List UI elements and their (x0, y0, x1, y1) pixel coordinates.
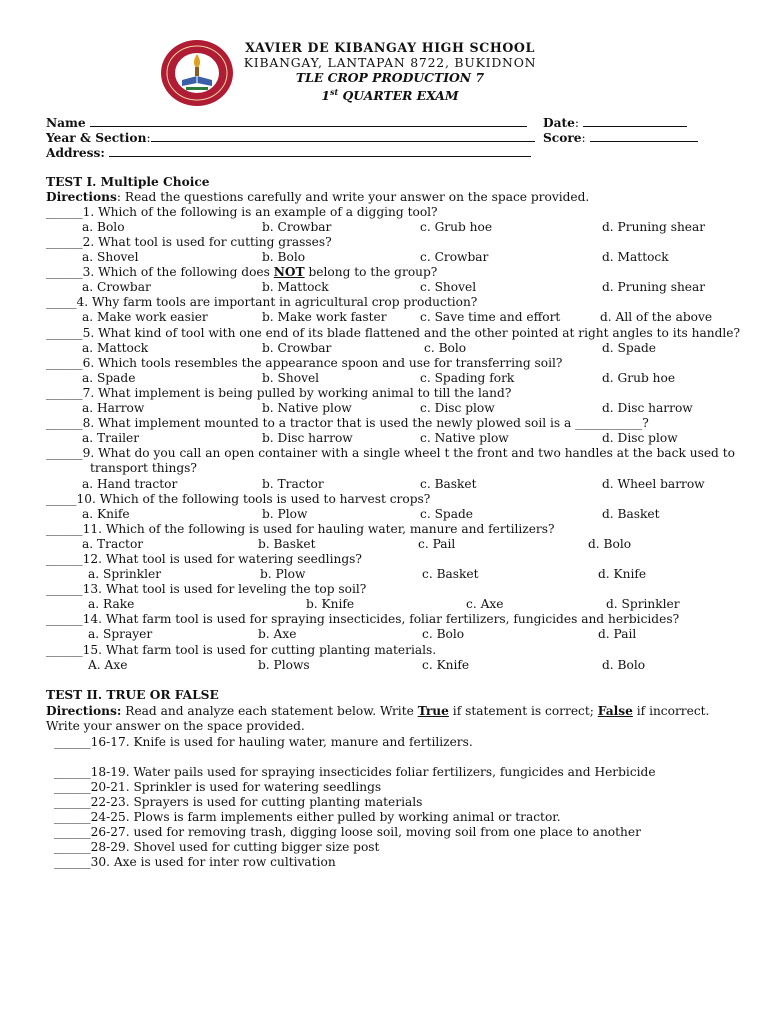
option-a: a. Crowbar (82, 280, 151, 294)
question-9: ______9. What do you call an open container with a single wheel t the front and two handles at the back used to (46, 446, 735, 460)
option-a: a. Spade (82, 371, 136, 385)
option-d: d. Sprinkler (606, 597, 680, 611)
name-field[interactable] (90, 115, 527, 127)
score-row: Score: (543, 130, 698, 146)
tf-item: ______30. Axe is used for inter row cultivation (54, 855, 336, 869)
option-d: d. Bolo (588, 537, 632, 551)
question-10: _____10. Which of the following tools is used to harvest crops? (46, 492, 431, 506)
option-c: c. Shovel (420, 280, 477, 294)
question-13: ______13. What tool is used for leveling the top soil? (46, 582, 367, 596)
test1-title: TEST I. Multiple Choice (46, 175, 210, 189)
test1-directions: Directions: Read the questions carefully and write your answer on the space provided. (46, 190, 590, 204)
tf-item: ______28-29. Shovel used for cutting bigger size post (54, 840, 380, 854)
address-field[interactable] (109, 145, 531, 157)
header (0, 38, 768, 108)
date-row: Date: (543, 115, 687, 131)
option-b: b. Plows (258, 658, 310, 672)
option-c: c. Basket (422, 567, 479, 581)
score-field[interactable] (590, 130, 698, 142)
option-a: a. Trailer (82, 431, 140, 445)
question-3: ______3. Which of the following does NOT belong to the group? (46, 265, 438, 279)
header-text (240, 40, 540, 103)
tf-item: ______26-27. used for removing trash, digging loose soil, moving soil from one place to another (54, 825, 641, 839)
option-c: c. Save time and effort (420, 310, 561, 324)
date-field[interactable] (583, 115, 687, 127)
option-d: d. Spade (602, 341, 656, 355)
subject-title: TLE CROP PRODUCTION 7 (295, 70, 485, 85)
option-a: a. Hand tractor (82, 477, 178, 491)
option-b: b. Axe (258, 627, 297, 641)
option-c: c. Axe (466, 597, 504, 611)
option-c: c. Bolo (422, 627, 465, 641)
option-d: d. Knife (598, 567, 647, 581)
test2-title: TEST II. TRUE OR FALSE (46, 688, 219, 702)
option-c: c. Pail (418, 537, 456, 551)
option-b: b. Shovel (262, 371, 320, 385)
option-c: c. Crowbar (420, 250, 489, 264)
question-6: ______6. Which tools resembles the appearance spoon and use for transferring soil? (46, 356, 563, 370)
option-a: a. Rake (88, 597, 135, 611)
option-c: c. Spading fork (420, 371, 515, 385)
option-b: b. Knife (306, 597, 355, 611)
option-d: d. All of the above (600, 310, 713, 324)
option-c: c. Bolo (424, 341, 467, 355)
question-1: ______1. Which of the following is an example of a digging tool? (46, 205, 438, 219)
option-a: a. Shovel (82, 250, 139, 264)
option-b: b. Disc harrow (262, 431, 353, 445)
option-d: d. Mattock (602, 250, 669, 264)
question-14: ______14. What farm tool is used for spraying insecticides, foliar fertilizers, fungicides and herbicides? (46, 612, 680, 626)
option-b: b. Crowbar (262, 220, 332, 234)
question-5: ______5. What kind of tool with one end of its blade flattened and the other pointed at right angles to its handle? (46, 326, 741, 340)
option-a: a. Sprayer (88, 627, 153, 641)
tf-item: ______16-17. Knife is used for hauling water, manure and fertilizers. (54, 735, 473, 749)
exam-title: 1st QUARTER EXAM (321, 87, 459, 104)
option-a: a. Mattock (82, 341, 149, 355)
option-c: c. Basket (420, 477, 477, 491)
school-logo (158, 38, 236, 108)
tf-item: ______20-21. Sprinkler is used for watering seedlings (54, 780, 382, 794)
tf-item: ______18-19. Water pails used for spraying insecticides foliar fertilizers, fungicides and Herbicide (54, 765, 656, 779)
option-d: d. Disc plow (602, 431, 678, 445)
year-row: Year & Section: (46, 130, 535, 146)
option-b: b. Tractor (262, 477, 324, 491)
option-d: d. Grub hoe (602, 371, 676, 385)
option-d: d. Bolo (602, 658, 646, 672)
option-d: d. Pail (598, 627, 637, 641)
option-a: A. Axe (88, 658, 128, 672)
option-a: a. Sprinkler (88, 567, 162, 581)
option-b: b. Native plow (262, 401, 352, 415)
address-row: Address: (46, 145, 531, 161)
option-b: b. Mattock (262, 280, 329, 294)
option-b: b. Plow (260, 567, 306, 581)
question-12: ______12. What tool is used for watering seedlings? (46, 552, 362, 566)
option-d: d. Basket (602, 507, 660, 521)
option-d: d. Disc harrow (602, 401, 693, 415)
option-d: d. Pruning shear (602, 280, 706, 294)
question-15: ______15. What farm tool is used for cutting planting materials. (46, 643, 437, 657)
tf-item: ______22-23. Sprayers is used for cutting planting materials (54, 795, 423, 809)
option-b: b. Bolo (262, 250, 306, 264)
question-11: ______11. Which of the following is used for hauling water, manure and fertilizers? (46, 522, 555, 536)
option-a: a. Knife (82, 507, 130, 521)
option-c: c. Native plow (420, 431, 509, 445)
option-b: b. Plow (262, 507, 308, 521)
option-a: a. Tractor (82, 537, 144, 551)
option-d: d. Wheel barrow (602, 477, 705, 491)
question-9-cont: transport things? (90, 461, 197, 475)
option-c: c. Grub hoe (420, 220, 493, 234)
option-a: a. Harrow (82, 401, 145, 415)
name-row: Name (46, 115, 527, 131)
option-b: b. Make work faster (262, 310, 387, 324)
school-name: XAVIER DE KIBANGAY HIGH SCHOOL (245, 40, 535, 55)
option-b: b. Crowbar (262, 341, 332, 355)
question-8: ______8. What implement mounted to a tractor that is used the newly plowed soil is a ___________? (46, 416, 649, 430)
option-d: d. Pruning shear (602, 220, 706, 234)
option-a: a. Bolo (82, 220, 125, 234)
year-section-field[interactable] (151, 130, 535, 142)
school-address: KIBANGAY, LANTAPAN 8722, BUKIDNON (243, 55, 537, 70)
tf-item: ______24-25. Plows is farm implements either pulled by working animal or tractor. (54, 810, 561, 824)
option-a: a. Make work easier (82, 310, 208, 324)
option-b: b. Basket (258, 537, 316, 551)
test2-directions: Directions: Read and analyze each statement below. Write True if statement is correct; False if incorrect. (46, 704, 710, 718)
question-2: ______2. What tool is used for cutting grasses? (46, 235, 332, 249)
option-c: c. Disc plow (420, 401, 495, 415)
question-4: _____4. Why farm tools are important in agricultural crop production? (46, 295, 478, 309)
option-c: c. Knife (422, 658, 470, 672)
test2-directions-line2: Write your answer on the space provided. (46, 719, 305, 733)
option-c: c. Spade (420, 507, 474, 521)
question-7: ______7. What implement is being pulled by working animal to till the land? (46, 386, 512, 400)
